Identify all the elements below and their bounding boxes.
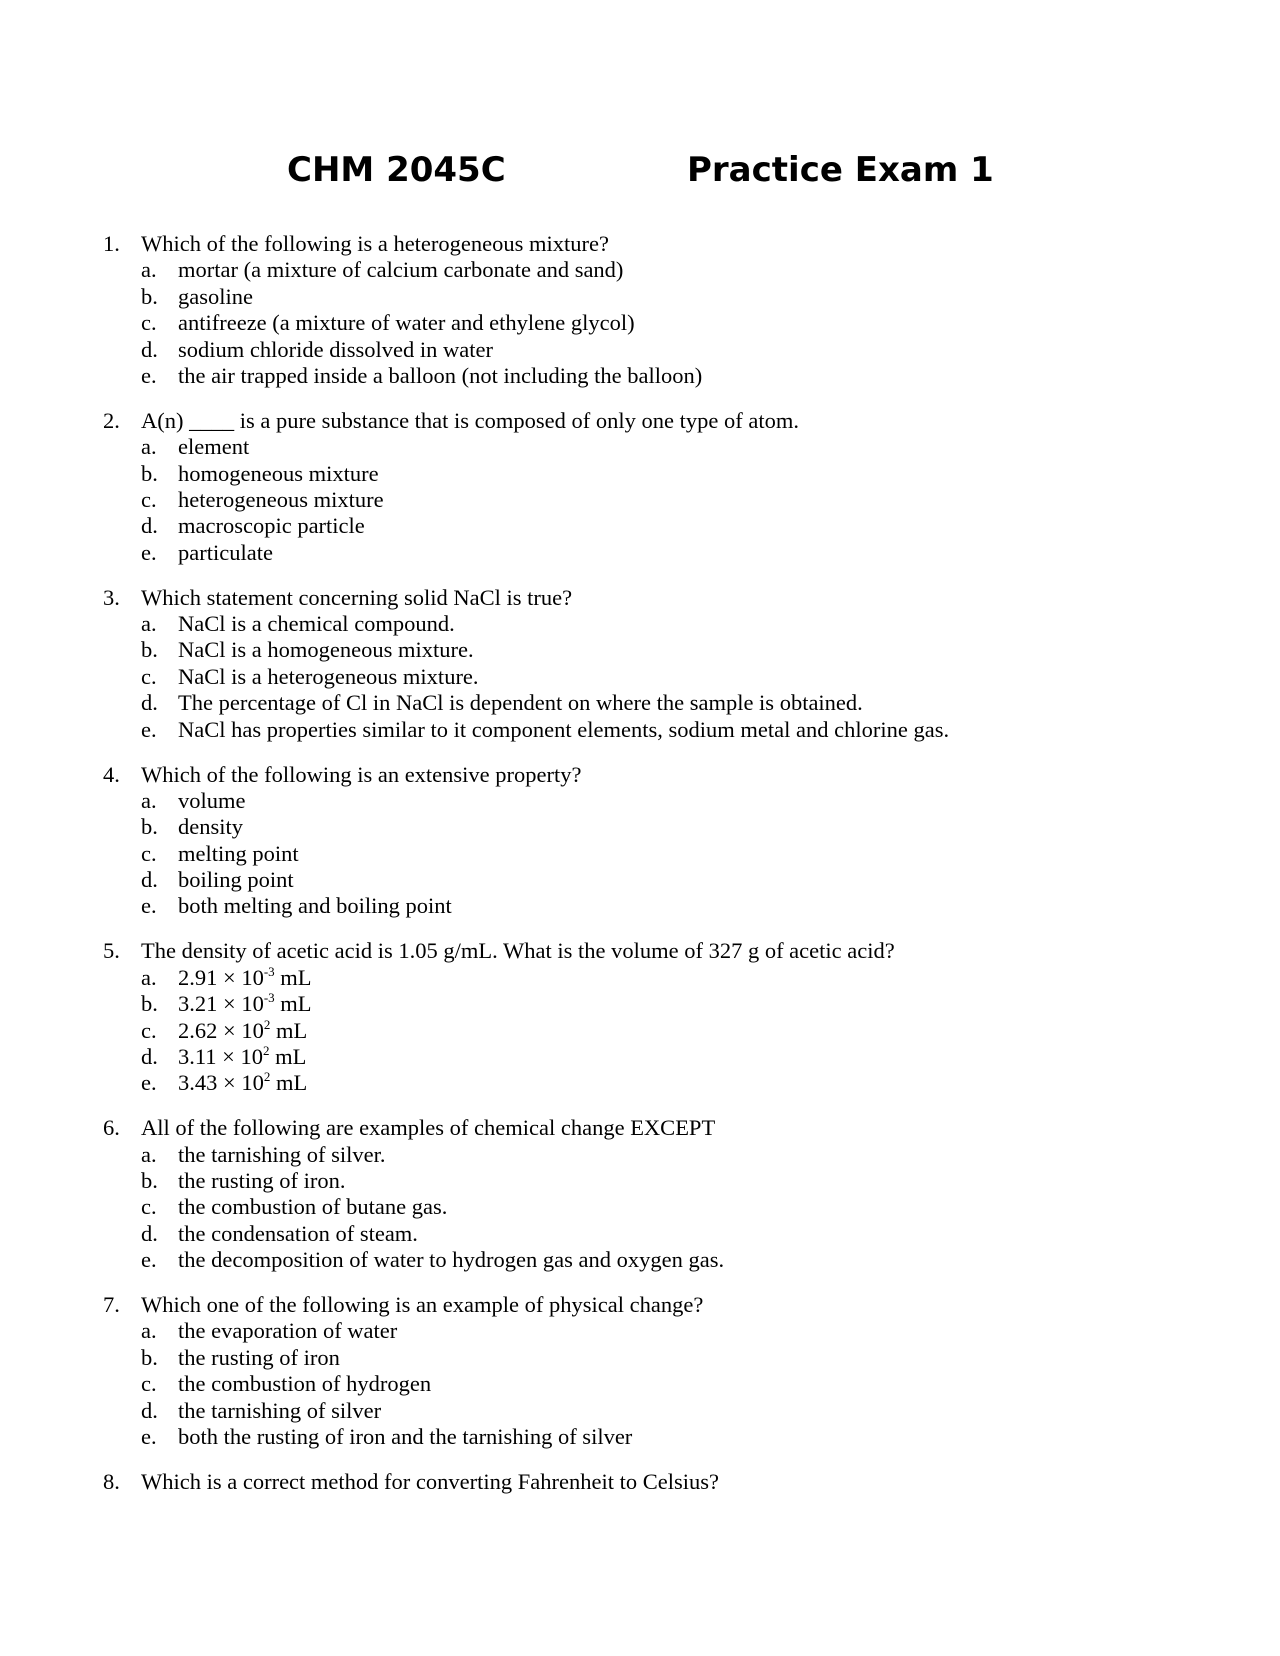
option-text bbox=[178, 1194, 447, 1220]
option-text bbox=[178, 991, 312, 1017]
option-exponent: 2 bbox=[263, 1069, 271, 1085]
option-letter: d. bbox=[141, 1043, 158, 1069]
option-text bbox=[178, 1247, 724, 1273]
option-letter: b. bbox=[141, 1168, 158, 1193]
option-text bbox=[178, 690, 863, 716]
question-number: 8. bbox=[103, 1468, 120, 1494]
answer-option bbox=[0, 337, 1280, 363]
option-value: 3.21 × 10 bbox=[178, 991, 264, 1017]
option-letter: b. bbox=[141, 637, 158, 663]
answer-option bbox=[0, 717, 1280, 743]
answer-option bbox=[0, 1398, 1280, 1424]
option-text bbox=[178, 513, 365, 539]
option-letter: d. bbox=[141, 1397, 158, 1423]
option-letter: d. bbox=[141, 867, 158, 893]
option-value: element bbox=[178, 434, 250, 460]
option-text bbox=[178, 1044, 306, 1070]
option-exponent: 2 bbox=[263, 1016, 271, 1032]
option-letter: d. bbox=[141, 513, 158, 539]
option-letter: c. bbox=[141, 1194, 157, 1220]
option-text bbox=[178, 841, 299, 867]
answer-option bbox=[0, 1371, 1280, 1397]
option-text bbox=[178, 337, 493, 363]
option-text bbox=[178, 611, 455, 637]
option-text bbox=[178, 1168, 345, 1194]
option-letter: e. bbox=[141, 716, 157, 742]
question-stem bbox=[0, 1469, 1280, 1495]
question-number: 5. bbox=[103, 938, 120, 964]
option-value: the tarnishing of silver. bbox=[178, 1141, 386, 1167]
option-text bbox=[178, 1345, 340, 1371]
option-value: The percentage of Cl in NaCl is dependent on where the sample is obtained. bbox=[178, 690, 863, 716]
answer-option bbox=[0, 310, 1280, 336]
answer-option bbox=[0, 867, 1280, 893]
option-value: melting point bbox=[178, 840, 299, 866]
option-letter: c. bbox=[141, 663, 157, 689]
option-value: the combustion of butane gas. bbox=[178, 1194, 448, 1220]
option-letter: a. bbox=[141, 1141, 157, 1167]
option-letter: c. bbox=[141, 487, 157, 513]
question-stem bbox=[0, 231, 1280, 257]
question-text: The density of acetic acid is 1.05 g/mL. What is the volume of 327 g of acetic acid? bbox=[141, 938, 895, 964]
option-text bbox=[178, 310, 635, 336]
option-letter: a. bbox=[141, 1318, 157, 1344]
answer-option bbox=[0, 893, 1280, 919]
option-value: boiling point bbox=[178, 867, 294, 893]
question-stem bbox=[0, 1292, 1280, 1318]
option-value: 2.62 × 10 bbox=[178, 1017, 264, 1043]
option-text bbox=[178, 1142, 385, 1168]
option-value: 3.43 × 10 bbox=[178, 1070, 264, 1096]
option-unit: mL bbox=[274, 964, 312, 990]
option-letter: a. bbox=[141, 787, 157, 813]
answer-option bbox=[0, 611, 1280, 637]
answer-option bbox=[0, 1168, 1280, 1194]
option-letter: c. bbox=[141, 310, 157, 336]
option-letter: e. bbox=[141, 539, 157, 565]
answer-option bbox=[0, 1018, 1280, 1044]
question-stem bbox=[0, 1115, 1280, 1141]
option-value: the evaporation of water bbox=[178, 1318, 398, 1344]
option-value: the rusting of iron. bbox=[178, 1168, 346, 1193]
question-item bbox=[0, 1115, 1280, 1273]
question-number: 4. bbox=[103, 761, 120, 787]
question-text: Which of the following is a heterogeneous mixture? bbox=[141, 231, 609, 256]
option-letter: e. bbox=[141, 1247, 157, 1273]
question-stem bbox=[0, 408, 1280, 434]
option-unit: mL bbox=[274, 991, 312, 1017]
answer-option bbox=[0, 788, 1280, 814]
option-text bbox=[178, 1221, 418, 1247]
question-item bbox=[0, 938, 1280, 1096]
answer-option bbox=[0, 284, 1280, 310]
option-text bbox=[178, 1318, 397, 1344]
exam-title: Practice Exam 1 bbox=[687, 150, 994, 190]
question-number: 7. bbox=[103, 1292, 120, 1318]
option-text bbox=[178, 664, 479, 690]
option-letter: e. bbox=[141, 1424, 157, 1450]
answer-option bbox=[0, 991, 1280, 1017]
option-text bbox=[178, 257, 623, 283]
question-number: 3. bbox=[103, 584, 120, 610]
option-letter: a. bbox=[141, 611, 157, 637]
option-letter: d. bbox=[141, 336, 158, 362]
option-value: both melting and boiling point bbox=[178, 893, 452, 919]
answer-option bbox=[0, 664, 1280, 690]
answer-option bbox=[0, 257, 1280, 283]
question-text: Which is a correct method for converting Fahrenheit to Celsius? bbox=[141, 1468, 719, 1494]
option-value: 2.91 × 10 bbox=[178, 964, 264, 990]
question-stem bbox=[0, 585, 1280, 611]
option-text bbox=[178, 867, 294, 893]
answer-option bbox=[0, 1070, 1280, 1096]
option-text bbox=[178, 788, 246, 814]
option-value: NaCl is a heterogeneous mixture. bbox=[178, 663, 479, 689]
answer-option bbox=[0, 1424, 1280, 1450]
option-text bbox=[178, 1398, 381, 1424]
option-value: the air trapped inside a balloon (not including the balloon) bbox=[178, 362, 703, 388]
option-letter: e. bbox=[141, 362, 157, 388]
option-letter: d. bbox=[141, 690, 158, 716]
option-letter: d. bbox=[141, 1220, 158, 1246]
option-value: heterogeneous mixture bbox=[178, 487, 384, 513]
option-letter: c. bbox=[141, 1017, 157, 1043]
option-value: volume bbox=[178, 787, 246, 813]
option-text bbox=[178, 1070, 307, 1096]
answer-option bbox=[0, 1194, 1280, 1220]
answer-options bbox=[0, 1318, 1280, 1450]
option-value: antifreeze (a mixture of water and ethylene glycol) bbox=[178, 310, 635, 336]
option-value: NaCl is a homogeneous mixture. bbox=[178, 637, 474, 663]
option-letter: e. bbox=[141, 893, 157, 919]
question-text: A(n) ____ is a pure substance that is composed of only one type of atom. bbox=[141, 407, 799, 433]
question-number: 1. bbox=[103, 231, 120, 256]
question-stem bbox=[0, 762, 1280, 788]
answer-options bbox=[0, 788, 1280, 920]
option-exponent: -3 bbox=[263, 963, 275, 979]
answer-option bbox=[0, 540, 1280, 566]
option-text bbox=[178, 1018, 307, 1044]
answer-option bbox=[0, 965, 1280, 991]
option-text bbox=[178, 540, 273, 566]
option-value: the combustion of hydrogen bbox=[178, 1371, 432, 1397]
answer-options bbox=[0, 434, 1280, 566]
course-title: CHM 2045C bbox=[287, 150, 506, 190]
option-text bbox=[178, 461, 379, 487]
answer-options bbox=[0, 611, 1280, 743]
answer-option bbox=[0, 1044, 1280, 1070]
answer-option bbox=[0, 513, 1280, 539]
option-unit: mL bbox=[269, 1043, 307, 1069]
option-letter: b. bbox=[141, 1344, 158, 1370]
answer-options bbox=[0, 1142, 1280, 1274]
question-item bbox=[0, 408, 1280, 566]
option-text bbox=[178, 637, 474, 663]
option-value: NaCl has properties similar to it component elements, sodium metal and chlorine gas. bbox=[178, 716, 950, 742]
answer-option bbox=[0, 487, 1280, 513]
option-letter: c. bbox=[141, 840, 157, 866]
answer-option bbox=[0, 690, 1280, 716]
question-item bbox=[0, 1469, 1280, 1495]
option-value: mortar (a mixture of calcium carbonate and sand) bbox=[178, 257, 624, 283]
question-text: Which one of the following is an example of physical change? bbox=[141, 1292, 704, 1318]
answer-option bbox=[0, 363, 1280, 389]
answer-option bbox=[0, 841, 1280, 867]
answer-option bbox=[0, 814, 1280, 840]
answer-option bbox=[0, 461, 1280, 487]
option-value: the decomposition of water to hydrogen gas and oxygen gas. bbox=[178, 1247, 725, 1273]
question-text: Which of the following is an extensive property? bbox=[141, 761, 582, 787]
question-item bbox=[0, 762, 1280, 920]
option-exponent: -3 bbox=[263, 990, 275, 1006]
option-text bbox=[178, 363, 702, 389]
option-value: homogeneous mixture bbox=[178, 460, 379, 486]
option-value: 3.11 × 10 bbox=[178, 1043, 263, 1069]
option-text bbox=[178, 965, 312, 991]
answer-option bbox=[0, 637, 1280, 663]
option-letter: b. bbox=[141, 814, 158, 840]
option-text bbox=[178, 284, 253, 310]
option-text bbox=[178, 434, 249, 460]
option-text bbox=[178, 487, 384, 513]
question-number: 2. bbox=[103, 407, 120, 433]
option-value: the condensation of steam. bbox=[178, 1220, 418, 1246]
question-number: 6. bbox=[103, 1115, 120, 1141]
option-text bbox=[178, 1424, 632, 1450]
option-value: both the rusting of iron and the tarnishing of silver bbox=[178, 1424, 633, 1450]
answer-option bbox=[0, 434, 1280, 460]
question-stem bbox=[0, 938, 1280, 964]
option-letter: b. bbox=[141, 283, 158, 309]
option-value: particulate bbox=[178, 539, 273, 565]
answer-option bbox=[0, 1247, 1280, 1273]
question-list bbox=[0, 231, 1280, 1514]
option-value: sodium chloride dissolved in water bbox=[178, 336, 493, 362]
option-letter: b. bbox=[141, 460, 158, 486]
option-text bbox=[178, 1371, 431, 1397]
option-value: macroscopic particle bbox=[178, 513, 365, 539]
option-text bbox=[178, 717, 949, 743]
answer-option bbox=[0, 1318, 1280, 1344]
answer-option bbox=[0, 1221, 1280, 1247]
option-letter: c. bbox=[141, 1371, 157, 1397]
answer-option bbox=[0, 1345, 1280, 1371]
option-value: density bbox=[178, 814, 243, 840]
option-exponent: 2 bbox=[262, 1042, 270, 1058]
answer-option bbox=[0, 1142, 1280, 1168]
option-text bbox=[178, 893, 452, 919]
answer-options bbox=[0, 965, 1280, 1097]
option-letter: a. bbox=[141, 964, 157, 990]
question-text: All of the following are examples of chemical change EXCEPT bbox=[141, 1115, 716, 1141]
question-text: Which statement concerning solid NaCl is true? bbox=[141, 584, 573, 610]
question-item bbox=[0, 231, 1280, 389]
option-text bbox=[178, 814, 243, 840]
question-item bbox=[0, 585, 1280, 743]
option-letter: a. bbox=[141, 257, 157, 283]
answer-options bbox=[0, 257, 1280, 389]
option-value: the rusting of iron bbox=[178, 1344, 340, 1370]
option-letter: a. bbox=[141, 434, 157, 460]
option-value: the tarnishing of silver bbox=[178, 1397, 382, 1423]
option-unit: mL bbox=[270, 1017, 308, 1043]
option-unit: mL bbox=[270, 1070, 308, 1096]
question-item bbox=[0, 1292, 1280, 1450]
option-value: gasoline bbox=[178, 283, 253, 309]
option-letter: b. bbox=[141, 991, 158, 1017]
option-value: NaCl is a chemical compound. bbox=[178, 611, 455, 637]
option-letter: e. bbox=[141, 1070, 157, 1096]
